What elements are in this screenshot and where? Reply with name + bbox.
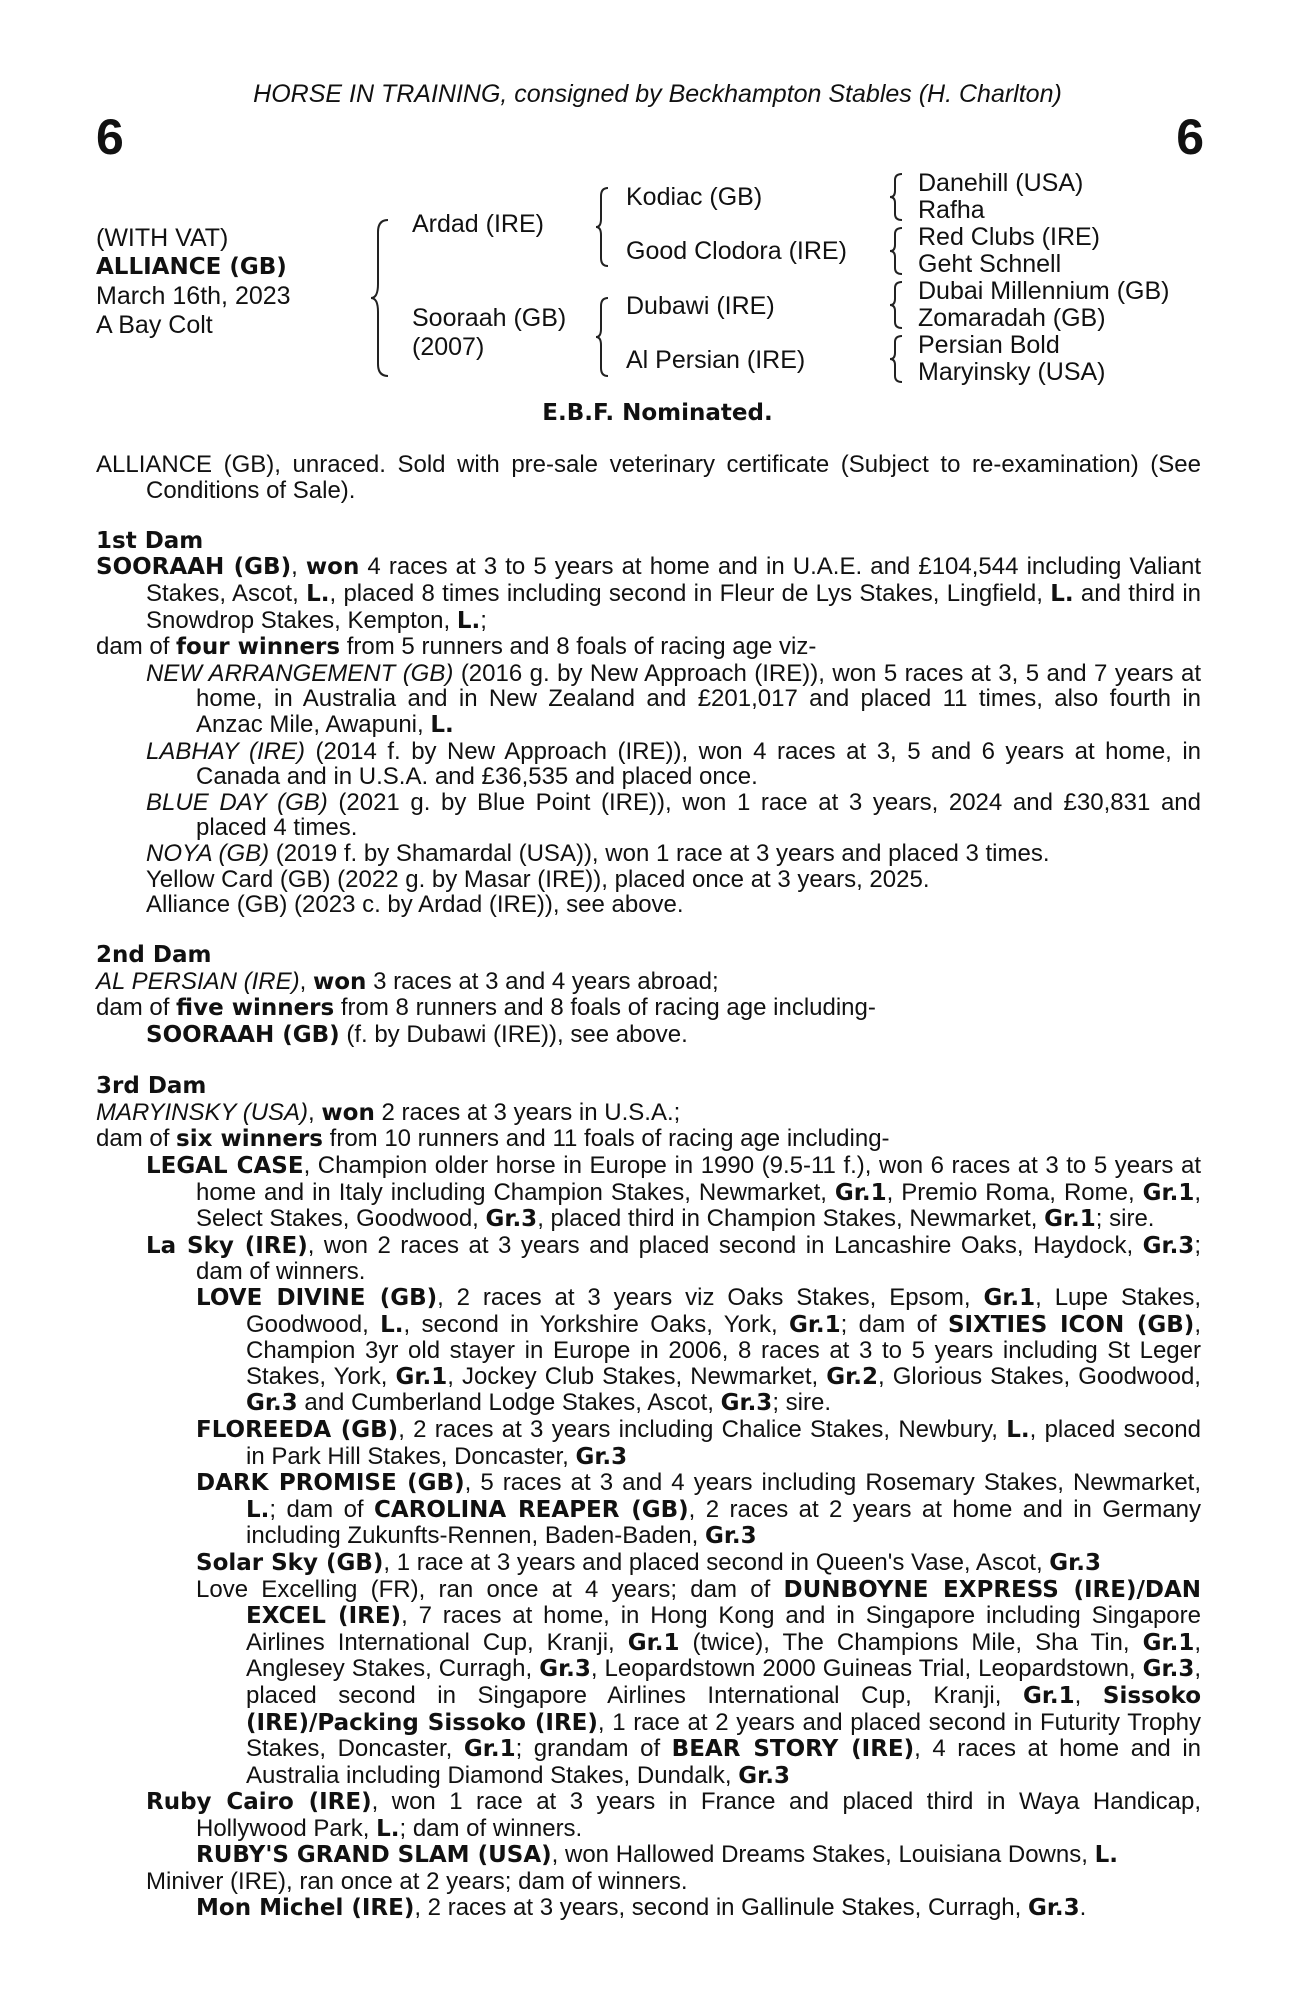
pedigree-brace-5 [889, 226, 905, 276]
dam [412, 304, 566, 362]
sire-sire: Kodiac (GB) [626, 183, 763, 211]
pedigree-brace-2 [595, 186, 611, 268]
first-dam-heading: 1st Dam [96, 527, 204, 554]
lot-number-left: 6 [96, 109, 124, 165]
dam-dam: Al Persian (IRE) [626, 346, 806, 374]
horse-description: A Bay Colt [96, 311, 213, 339]
produce-item: Alliance (GB) (2023 c. by Ardad (IRE)), see above. [146, 891, 684, 919]
horse-name: ALLIANCE (GB) [96, 254, 287, 280]
page-header: HORSE IN TRAINING, consigned by Beckhampton Stables (H. Charlton) [253, 80, 1062, 108]
gen3-3: Red Clubs (IRE) [918, 223, 1100, 251]
produce-item: LABHAY (IRE) (2014 f. by New Approach (IRE)), won 4 races at 3, 5 and 6 years at home, in Canada and in U.S.A. and £36,535 and placed once. [146, 737, 1202, 791]
produce-item: NOYA (GB) (2019 f. by Shamardal (USA)), won 1 race at 3 years and placed 3 times. [146, 839, 1050, 867]
produce-item: Yellow Card (GB) (2022 g. by Masar (IRE)), placed once at 3 years, 2025. [146, 865, 930, 893]
produce-item: BLUE DAY (GB) (2021 g. by Blue Point (IRE)), won 1 race at 3 years, 2024 and £30,831 and placed 4 times. [146, 788, 1201, 842]
dam-sire: Dubawi (IRE) [626, 292, 775, 320]
pedigree-brace-4 [889, 172, 905, 222]
produce-item: Love Excelling (FR), ran once at 4 years; dam of DUNBOYNE EXPRESS (IRE)/DAN EXCEL (IRE), 7 races at home, in Hong Kong and in Singapore including Singapore Airlines International Cup, Kranji, Gr.1 (twice), The Champions Mile, Sha Tin, Gr.1, Anglesey Stakes, Curragh, Gr.3, Leopardstown 2000 Guineas Trial, Leopardstown, Gr.3, placed second in Singapore Airlines International Cup, Kranji, Gr.1, Sissoko (IRE)/Packing Sissoko (IRE), 1 race at 2 years and placed second in Futurity Trophy Stakes, Doncaster, Gr.1; grandam of BEAR STORY (IRE), 4 races at home and in Australia including Diamond Stakes, Dundalk, Gr.3 [196, 1575, 1201, 1789]
sire-dam: Good Clodora (IRE) [626, 237, 847, 265]
second-dam-produce-summary: dam of five winners from 8 runners and 8 foals of racing age including- [96, 994, 876, 1022]
pedigree-brace-7 [889, 334, 905, 384]
gen3-1: Danehill (USA) [918, 169, 1084, 197]
produce-item: LEGAL CASE, Champion older horse in Europe in 1990 (9.5-11 f.), won 6 races at 3 to 5 years at home and in Italy including Champion Stakes, Newmarket, Gr.1, Premio Roma, Rome, Gr.1, Select Stakes, Goodwood, Gr.3, placed third in Champion Stakes, Newmarket, Gr.1; sire. [146, 1152, 1202, 1233]
first-dam-produce-summary: dam of four winners from 5 runners and 8 foals of racing age viz- [96, 633, 817, 661]
produce-item: La Sky (IRE), won 2 races at 3 years and placed second in Lancashire Oaks, Haydock, Gr.3; dam of winners. [146, 1231, 1201, 1286]
gen3-7: Persian Bold [918, 331, 1060, 359]
produce-item: LOVE DIVINE (GB), 2 races at 3 years viz Oaks Stakes, Epsom, Gr.1, Lupe Stakes, Goodwood, L., second in Yorkshire Oaks, York, Gr.1; dam of SIXTIES ICON (GB), Champion 3yr old stayer in Europe in 2006, 8 races at 3 to 5 years including St Leger Stakes, York, Gr.1, Jockey Club Stakes, Newmarket, Gr.2, Glorious Stakes, Goodwood, Gr.3 and Cumberland Lodge Stakes, Ascot, Gr.3; sire. [196, 1284, 1202, 1417]
dam-year: (2007) [412, 333, 485, 361]
second-dam-heading: 2nd Dam [96, 942, 212, 969]
produce-item: NEW ARRANGEMENT (GB) (2016 g. by New Approach (IRE)), won 5 races at 3, 5 and 7 years at home, in Australia and in New Zealand and £201,017 and placed 11 times, also fourth in Anzac Mile, Awapuni, L. [146, 659, 1202, 738]
horse-dob: March 16th, 2023 [96, 282, 291, 310]
ebf-nominated: E.B.F. Nominated. [542, 400, 773, 426]
sire: Ardad (IRE) [412, 210, 544, 238]
produce-item: RUBY'S GRAND SLAM (USA), won Hallowed Dreams Stakes, Louisiana Downs, L. [196, 1841, 1118, 1869]
lot-number-right: 6 [1176, 109, 1204, 165]
produce-item: Solar Sky (GB), 1 race at 3 years and placed second in Queen's Vase, Ascot, Gr.3 [196, 1548, 1101, 1576]
produce-item: Miniver (IRE), ran once at 2 years; dam of winners. [146, 1868, 688, 1896]
third-dam-record: MARYINSKY (USA), won 2 races at 3 years in U.S.A.; [96, 1098, 681, 1126]
pedigree-brace-6 [889, 280, 905, 330]
produce-item: DARK PROMISE (GB), 5 races at 3 and 4 years including Rosemary Stakes, Newmarket, L.; dam of CAROLINA REAPER (GB), 2 races at 2 years at home and in Germany including Zukunfts-Rennen, Baden-Baden, Gr.3 [196, 1469, 1202, 1550]
first-dam-record: SOORAAH (GB), won 4 races at 3 to 5 years at home and in U.A.E. and £104,544 including Valiant Stakes, Ascot, L., placed 8 times including second in Fleur de Lys Stakes, Lingfield, L. and third in Snowdrop Stakes, Kempton, L.; [96, 553, 1202, 634]
pedigree-brace-1 [370, 218, 392, 378]
second-dam-record: AL PERSIAN (IRE), won 3 races at 3 and 4 years abroad; [96, 967, 719, 995]
catalogue-body [96, 452, 1201, 1921]
produce-item: Mon Michel (IRE), 2 races at 3 years, second in Gallinule Stakes, Curragh, Gr.3. [196, 1893, 1087, 1921]
gen3-4: Geht Schnell [918, 250, 1062, 278]
gen3-6: Zomaradah (GB) [918, 304, 1106, 332]
gen3-5: Dubai Millennium (GB) [918, 277, 1170, 305]
produce-item: SOORAAH (GB) (f. by Dubawi (IRE)), see above. [146, 1021, 688, 1049]
produce-item: FLOREEDA (GB), 2 races at 3 years including Chalice Stakes, Newbury, L., placed second in Park Hill Stakes, Doncaster, Gr.3 [196, 1415, 1201, 1470]
third-dam-heading: 3rd Dam [96, 1073, 207, 1100]
third-dam-produce-summary: dam of six winners from 10 runners and 11 foals of racing age including- [96, 1125, 890, 1153]
dam-name: Sooraah (GB) [412, 304, 567, 332]
gen3-2: Rafha [918, 196, 985, 224]
subject-block [96, 224, 291, 340]
pedigree-brace-3 [595, 296, 611, 378]
intro-paragraph: ALLIANCE (GB), unraced. Sold with pre-sale veterinary certificate (Subject to re-examination) (See Conditions of Sale). [96, 451, 1201, 504]
produce-item: Ruby Cairo (IRE), won 1 race at 3 years in France and placed third in Waya Handicap, Hollywood Park, L.; dam of winners. [146, 1788, 1201, 1842]
gen3-8: Maryinsky (USA) [918, 358, 1106, 386]
vat-note: (WITH VAT) [96, 224, 229, 252]
